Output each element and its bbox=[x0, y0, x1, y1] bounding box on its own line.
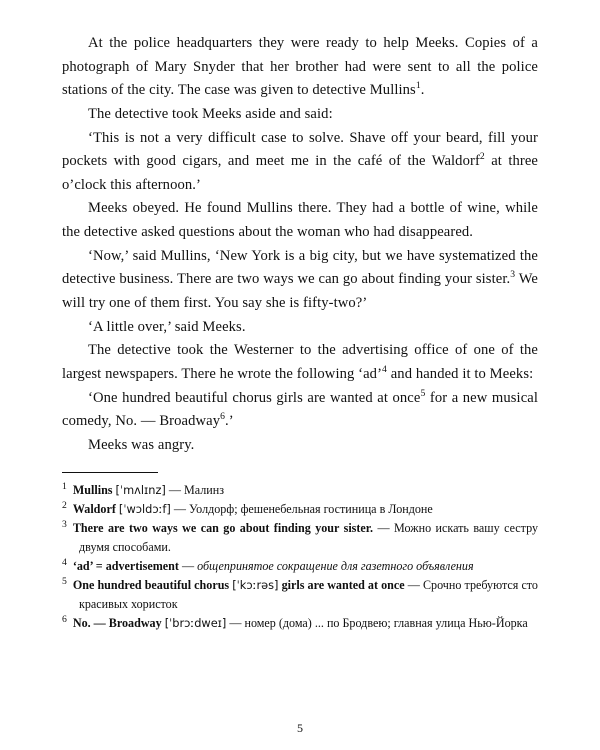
footnote-reference[interactable]: 3 bbox=[510, 269, 516, 281]
body-paragraph: Meeks was angry. bbox=[88, 436, 195, 453]
page-number: 5 bbox=[297, 721, 303, 735]
footnote-reference[interactable]: 6 bbox=[220, 411, 226, 423]
footnote-text: [ˈbrɔːdweɪ] bbox=[164, 616, 227, 631]
footnote-number: 6 bbox=[62, 614, 67, 626]
footnote-number: 2 bbox=[62, 499, 67, 511]
footnote-entries bbox=[62, 481, 538, 633]
footnote-text: — bbox=[178, 559, 198, 574]
paragraph-list bbox=[62, 32, 538, 458]
footnote-text: — Срочно требуются сто красивых хористок bbox=[79, 578, 538, 611]
footnote-number: 3 bbox=[62, 519, 67, 531]
footnote-item bbox=[62, 557, 538, 575]
footnote-text: [ˈwɔldɔːf] bbox=[118, 501, 171, 516]
body-paragraph: ‘This is not a very difficult case to solve. Shave off your beard, fill your pockets with good cigars, and meet me in the café of the Waldorf$^2$ at three o’clock this afternoon.’ bbox=[62, 129, 538, 193]
body-text bbox=[62, 32, 538, 458]
footnote-reference[interactable]: 5 bbox=[420, 387, 426, 399]
body-paragraph: ‘A little over,’ said Meeks. bbox=[88, 318, 246, 335]
footnote-reference[interactable]: 4 bbox=[382, 364, 387, 376]
body-paragraph: Meeks obeyed. He found Mullins there. They had a bottle of wine, while the detective asked questions about the woman who had disappeared. bbox=[62, 200, 538, 241]
footnote-text: ‘ad’ = advertisement bbox=[72, 559, 179, 574]
body-paragraph: ‘Now,’ said Mullins, ‘New York is a big city, but we have systematized the detective business. There are two ways we can go about finding your sister.$^3$ We will try one of them first. You say she is fifty-two?’ bbox=[62, 247, 538, 312]
footnote-text: [ˈmʌlɪnz] bbox=[115, 482, 166, 497]
body-paragraph: At the police headquarters they were ready to help Meeks. Copies of a photograph of Mary Snyder that her brother had were sent to all the police stations of the city. The case was given to detective Mullins$^1$. bbox=[62, 35, 538, 99]
body-paragraph: ‘One hundred beautiful chorus girls are wanted at once$^5$ for a new musical comedy, No. — Broadway$^6$.’ bbox=[62, 387, 538, 430]
footnote-text: — Малинз bbox=[165, 482, 224, 497]
footnote-text: girls are wanted at once bbox=[281, 578, 405, 593]
footnote-list bbox=[62, 481, 538, 633]
footnote-reference[interactable]: 2 bbox=[479, 151, 485, 163]
footnote-number: 5 bbox=[62, 576, 67, 588]
body-paragraph: The detective took Meeks aside and said: bbox=[88, 105, 333, 122]
footnote-text: No. — Broadway bbox=[72, 616, 162, 631]
footnote-text: [ˈkɔːrəs] bbox=[232, 578, 279, 593]
footnote-text: There are two ways we can go about finding your sister. bbox=[72, 521, 374, 536]
footnote-reference[interactable]: 1 bbox=[415, 80, 421, 92]
footnote-number: 4 bbox=[62, 557, 67, 568]
footnote-item bbox=[62, 481, 538, 499]
footnote-text: — Уолдорф; фешенебельная гостиница в Лондоне bbox=[170, 501, 433, 516]
footnote-text: Waldorf bbox=[72, 501, 116, 516]
footnote-separator-rule bbox=[62, 472, 158, 473]
footnote-number: 1 bbox=[62, 480, 67, 492]
footnote-text: One hundred beautiful chorus bbox=[72, 578, 230, 593]
footnote-item bbox=[62, 519, 538, 556]
footnote-text: — Можно искать вашу сестру двумя способами. bbox=[79, 521, 538, 554]
footnote-text: общепринятое сокращение для газетного объявления bbox=[197, 559, 474, 574]
body-paragraph: The detective took the Westerner to the advertising office of one of the largest newspapers. There he wrote the following ‘ad’$^4$ and handed it to Meeks: bbox=[62, 342, 538, 382]
footnote-text: Mullins bbox=[72, 482, 113, 497]
page-footer bbox=[0, 721, 600, 736]
footnote-item bbox=[62, 614, 538, 632]
footnote-item bbox=[62, 576, 538, 613]
footnote-text: — номер (дома) ... по Бродвею; главная улица Нью-Йорка bbox=[226, 616, 528, 631]
footnote-item bbox=[62, 500, 538, 518]
